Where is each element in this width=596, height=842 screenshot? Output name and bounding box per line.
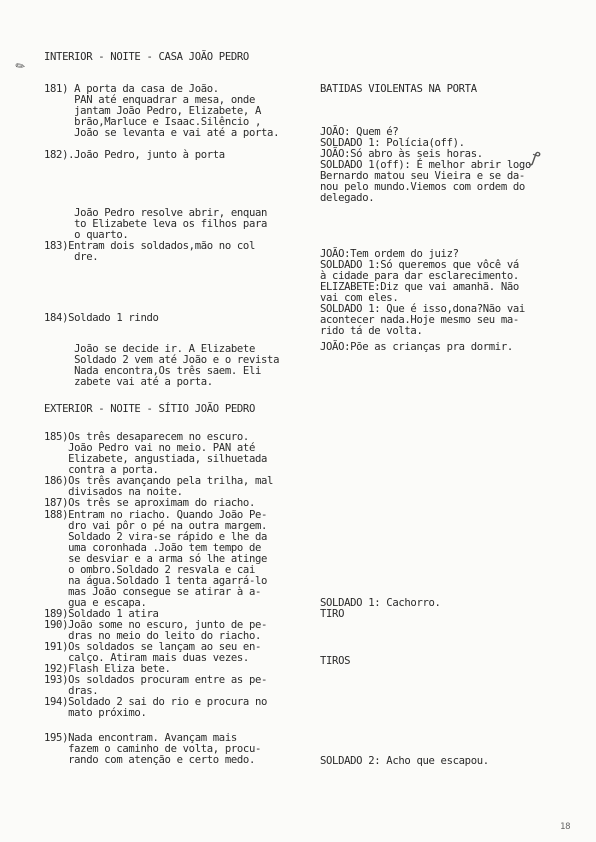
action-line: Elizabete, angustiada, silhuetada [44, 453, 268, 465]
action-line: João se levanta e vai até a porta. [44, 127, 280, 139]
action-line: dras. [44, 685, 99, 697]
action-line: João Pedro resolve abrir, enquan [44, 207, 268, 219]
action-line: 195)Nada encontram. Avançam mais [44, 732, 237, 744]
dialogue-line: JOÃO: Quem é? [320, 126, 399, 138]
action-line: dre. [44, 251, 99, 263]
action-line: 185)Os três desaparecem no escuro. [44, 431, 249, 443]
dialogue-line: SOLDADO 1(off): É melhor abrir logo [320, 159, 531, 171]
action-line: brão,Marluce e Isaac.Silêncio , [44, 116, 262, 128]
action-line: to Elizabete leva os filhos para [44, 218, 268, 230]
action-line: Soldado 2 vem até João e o revista [44, 354, 280, 366]
action-line: calço. Atiram mais duas vezes. [44, 652, 249, 664]
dialogue-line: SOLDADO 1: Cachorro. [320, 597, 441, 609]
action-line: João se decide ir. A Elizabete [44, 343, 255, 355]
action-line: mato próximo. [44, 707, 147, 719]
dialogue-line: SOLDADO 1: Que é isso,dona?Não vai [320, 303, 525, 315]
action-line: se desviar e a arma só lhe atinge [44, 553, 268, 565]
dialogue-line: rido tá de volta. [320, 325, 423, 337]
dialogue-line: TIRO [320, 608, 345, 620]
dialogue-line: delegado. [320, 192, 375, 204]
action-line: gua e escapa. [44, 597, 147, 609]
action-line: rando com atenção e certo medo. [44, 754, 255, 766]
action-line: 186)Os três avançando pela trilha, mal [44, 475, 274, 487]
dialogue-line: acontecer nada.Hoje mesmo seu ma- [320, 314, 519, 326]
action-line: 191)Os soldados se lançam ao seu en- [44, 641, 262, 653]
dialogue-line: SOLDADO 1: Polícia(off). [320, 137, 465, 149]
action-line: contra a porta. [44, 464, 159, 476]
action-line: zabete vai até a porta. [44, 376, 213, 388]
pen-mark: ✎ [12, 57, 29, 75]
action-line: 187)Os três se aproximam do riacho. [44, 497, 255, 509]
action-line: 193)Os soldados procuram entre as pe- [44, 674, 268, 686]
action-line: jantam João Pedro, Elizabete, A [44, 105, 262, 117]
action-line: 183)Entram dois soldados,mão no col [44, 240, 255, 252]
action-line: 188)Entram no riacho. Quando João Pe- [44, 509, 268, 521]
action-line: dras no meio do leito do riacho. [44, 630, 262, 642]
dialogue-line: JOÃO:Só abro às seis horas. [320, 148, 483, 160]
dialogue-line: ELIZABETE:Diz que vai amanhã. Não [320, 281, 519, 293]
dialogue-line: SOLDADO 1:Só queremos que vôcê vá [320, 259, 519, 271]
action-line: 181) A porta da casa de João. [44, 83, 219, 95]
action-line: João Pedro vai no meio. PAN até [44, 442, 255, 454]
action-line: Soldado 2 vira-se rápido e lhe da [44, 531, 268, 543]
scene-heading: INTERIOR - NOITE - CASA JOÃO PEDRO [44, 51, 249, 63]
dialogue-line: vai com eles. [320, 292, 399, 304]
dialogue-line: TIROS [320, 655, 351, 667]
dialogue-line: BATIDAS VIOLENTAS NA PORTA [320, 83, 477, 95]
action-line: PAN até enquadrar a mesa, onde [44, 94, 255, 106]
dialogue-line: à cidade para dar esclarecimento. [320, 270, 519, 282]
action-line: 194)Soldado 2 sai do rio e procura no [44, 696, 268, 708]
action-line: Nada encontra,Os três saem. Eli [44, 365, 262, 377]
action-line: mas João consegue se atirar à a- [44, 586, 262, 598]
action-line: 182).João Pedro, junto à porta [44, 149, 225, 161]
action-line: o ombro.Soldado 2 resvala e cai [44, 564, 255, 576]
action-line: EXTERIOR - NOITE - SÍTIO JOÃO PEDRO [44, 403, 255, 415]
pen-squiggle: ꝭ [528, 147, 543, 168]
dialogue-line: nou pelo mundo.Viemos com ordem do [320, 181, 525, 193]
page-number: 18 [560, 822, 571, 832]
action-line: 190)João some no escuro, junto de pe- [44, 619, 268, 631]
action-line: o quarto. [44, 229, 129, 241]
dialogue-line: JOÃO:Tem ordem do juiz? [320, 248, 459, 260]
action-line: divisados na noite. [44, 486, 183, 498]
action-line: na água.Soldado 1 tenta agarrá-lo [44, 575, 268, 587]
action-line: 184)Soldado 1 rindo [44, 312, 159, 324]
dialogue-line: Bernardo matou seu Vieira e se da- [320, 170, 525, 182]
dialogue-line: JOÃO:Põe as crianças pra dormir. [320, 341, 513, 353]
action-line: dro vai pôr o pé na outra margem. [44, 520, 268, 532]
action-line: 189)Soldado 1 atira [44, 608, 159, 620]
action-line: 192)Flash Eliza bete. [44, 663, 171, 675]
action-line: uma coronhada .João tem tempo de [44, 542, 262, 554]
action-line: fazem o caminho de volta, procu- [44, 743, 262, 755]
dialogue-line: SOLDADO 2: Acho que escapou. [320, 755, 489, 767]
